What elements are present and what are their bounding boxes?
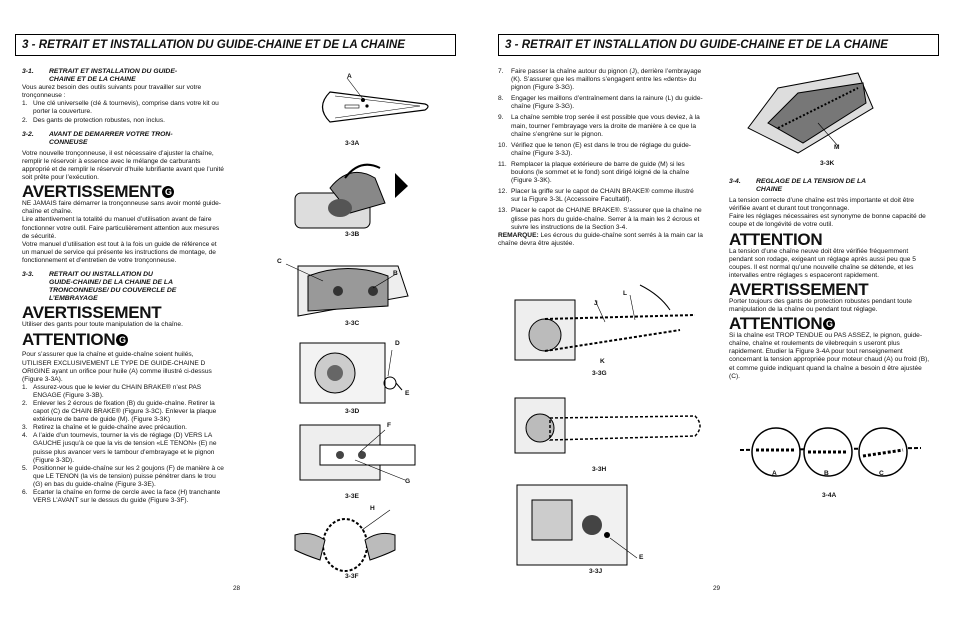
left-page-header: 3 - RETRAIT ET INSTALLATION DU GUIDE-CHAINE ET DE LA CHAINE bbox=[15, 34, 456, 56]
list-item: 9. La chaîne semble trop serée il est possible que vous deviez, à la main, tourner l’embrayage vers la droite de manière à ce que la chaîne s’engrène sur le pignon. bbox=[498, 114, 700, 138]
figure-3-3d bbox=[290, 338, 420, 418]
label-h: H bbox=[370, 505, 375, 512]
figure-3-3h bbox=[510, 388, 710, 476]
label-l: L bbox=[623, 290, 628, 297]
list-item: 11. Remplacer la plaque extérieure de barre de guide (M) si les boulons (le sommet et le fond) sont dirigé loigné de la chaîne (Figure 3-3K). bbox=[498, 160, 690, 185]
figure-3-3a bbox=[285, 70, 435, 148]
figure-caption: 3-3K bbox=[820, 160, 835, 167]
list-item: 2. Enlever les 2 écrous de fixation (B) du guide-chaîne. Retirer la capot (C) de CHAIN BRAKE® (Figure 3-3C). Enlever la plaque extérieure de barre de guide (M). (Figure 3-3K) bbox=[22, 400, 217, 424]
warning-heading: AVERTISSEMENT bbox=[729, 279, 869, 299]
figure-caption: 3-3E bbox=[345, 493, 359, 500]
warning-heading: AVERTISSEMENT bbox=[22, 303, 162, 323]
label-c: C bbox=[277, 258, 282, 265]
section-3-1-text: Vous aurez besoin des outils suivants pour travailler sur votre tronçonneuse : bbox=[22, 84, 202, 100]
page-number: 28 bbox=[233, 585, 241, 592]
right-text-column-left bbox=[498, 68, 703, 248]
section-3-2-text-2: Lire attentivement la totalité du manuel d’utilisation avant de faire fonctionner votre outil. Faire particulièrement attention aux mesures de sécurité. bbox=[22, 216, 220, 240]
figure-3-3e bbox=[290, 420, 420, 500]
page-number: 29 bbox=[713, 585, 721, 592]
label-f: F bbox=[387, 422, 392, 429]
section-3-4-text-2: Faire les réglages nécessaires est synonyme de bonne capacité de coupe et de longévité de votre outil. bbox=[729, 213, 926, 229]
label-j: J bbox=[594, 300, 598, 307]
list-item: 1. Une clé universelle (clé & tournevis), comprise dans votre kit ou porter la couverture. bbox=[22, 100, 219, 116]
section-3-3-heading: 3-3. RETRAIT OU INSTALLATION DU GUIDE-CHAINE/ DE LA CHAINE DE LA TRONCONNEUSE/ DU COUVERCLE DE L’EMBRAYAGE bbox=[22, 270, 177, 303]
list-item: 5. Positionner le guide-chaîne sur les 2 goujons (F) de manière à ce que LE TENON (la vis de tension) puisse pénétrer dans le trou (G) en bas du guide-chaîne (Figure 3-3E). bbox=[22, 464, 224, 488]
list-item: 4. A l’aide d’un tournevis, tourner la vis de réglage (D) VERS LA GAUCHE jusqu’à ce que la vis de tension «LE TENON» (E) ne puisse plus avancer vers le tambour d’embrayage et le pignon (Figure 3-3D). bbox=[22, 432, 217, 464]
figure-caption: 3-4A bbox=[822, 492, 837, 499]
figure-caption: 3-3H bbox=[592, 466, 607, 473]
figure-caption: 3-3G bbox=[592, 370, 607, 377]
label-e: E bbox=[405, 390, 410, 397]
label-d: D bbox=[395, 340, 400, 347]
section-3-1-heading: 3-1. RETRAIT ET INSTALLATION DU GUIDE- CHAINE ET DE LA CHAINE bbox=[22, 68, 178, 84]
figure-caption: 3-3J bbox=[589, 568, 603, 575]
label-g: G bbox=[405, 478, 411, 485]
right-page-header: 3 - RETRAIT ET INSTALLATION DU GUIDE-CHAINE ET DE LA CHAINE bbox=[498, 34, 939, 56]
attention-heading: ATTENTION G bbox=[22, 331, 225, 348]
section-3-4-text: La tension correcte d’une chaîne est très importante et doit être vérifiée avant et durant tout tronçonnage. bbox=[729, 197, 915, 213]
g-symbol-icon: G bbox=[162, 186, 174, 198]
attention-text: La tension d’une chaîne neuve doit être vérifiée fréquemment pendant son rodage, exigeant un réglage après aussi peu que 5 coupes. Il est normal qu’une nouvelle chaîne se détende, et les intervalles entre réglages s espaceront rapidement. bbox=[729, 247, 916, 279]
warning-text: NE JAMAIS faire démarrer la tronçonneuse sans avoir monté guide-chaîne et chaîne. bbox=[22, 200, 222, 216]
figure-3-3j bbox=[512, 480, 652, 580]
left-text-column bbox=[22, 68, 225, 505]
attention-text: Pour s’assurer que la chaîne et guide-chaîne soient huilés, UTILISER EXCLUSIVEMENT LE TYPE DE GUIDE-CHAINE D ORIGINE ayant un orifice pour huile (A) comme illustré ci-dessus (Figure 3-3A). bbox=[22, 351, 212, 383]
g-symbol-icon: G bbox=[116, 334, 128, 346]
figure-3-3c bbox=[278, 256, 423, 331]
list-item: 10. Vérifiez que le tenon (E) est dans le trou de réglage du guide-chaîne (Figure 3-3J). bbox=[498, 141, 691, 157]
label-a: A bbox=[772, 470, 777, 477]
figure-3-3b bbox=[290, 158, 420, 243]
figure-3-3g bbox=[510, 280, 700, 380]
list-item: 2. Des gants de protection robustes, non inclus. bbox=[22, 116, 165, 124]
figure-caption: 3-3D bbox=[345, 408, 360, 415]
label-a: A bbox=[347, 73, 352, 80]
label-b: B bbox=[824, 470, 829, 477]
warning-text: Utiliser des gants pour toute manipulation de la chaîne. bbox=[22, 321, 183, 329]
label-b: B bbox=[393, 270, 398, 277]
warning-text: Porter toujours des gants de protection robustes pendant toute manipulation de la chaîne ou pendant tout réglage. bbox=[729, 297, 912, 314]
label-m: M bbox=[834, 144, 840, 151]
section-3-4-heading: 3-4. REGLAGE DE LA TENSION DE LA CHAINE bbox=[729, 178, 867, 194]
figure-caption: 3-3F bbox=[345, 573, 359, 580]
figure-3-3f bbox=[290, 505, 420, 585]
right-text-column-right bbox=[729, 178, 931, 381]
label-k: K bbox=[600, 358, 605, 365]
warning-heading: AVERTISSEMENT G bbox=[22, 183, 225, 200]
g-symbol-icon: G bbox=[823, 318, 835, 330]
list-item: 1. Assurez-vous que le levier du CHAIN BRAKE® n’est PAS ENGAGE (Figure 3-3B). bbox=[22, 383, 202, 399]
section-3-2-text-3: Votre manuel d’utilisation est tout à la fois un guide de référence et un manuel de service qui présente les instructions de montage, de fonctionnement et d’entretien de votre tronçonneuse. bbox=[22, 240, 217, 264]
figure-caption: 3-3A bbox=[345, 140, 360, 147]
attention-heading: ATTENTION bbox=[729, 229, 823, 249]
remark: REMARQUE: Les écrous du guide-chaîne sont serrés à la main car la chaîne devra être ajustée. bbox=[498, 231, 703, 247]
section-3-2-heading: 3-2. AVANT DE DEMARRER VOTRE TRON- CONNEUSE bbox=[22, 130, 173, 146]
list-item: 6. Ecarter la chaîne en forme de cercle avec la face (H) tranchante VERS L’AVANT sur le dessus du guide (Figure 3-3F). bbox=[22, 489, 221, 505]
figure-3-4a bbox=[738, 410, 923, 505]
list-item: 3. Retirez la chaîne et le guide-chaîne avec précaution. bbox=[22, 424, 187, 432]
figure-3-3k bbox=[738, 68, 878, 173]
list-item: 7. Faire passer la chaîne autour du pignon (J), derrière l’embrayage (K). S’assurer que les maillons s’engagent entre les «dents» du pignon (Figure 3-3G). bbox=[498, 68, 702, 92]
list-item: 12. Placer la griffe sur le capot de CHAIN BRAKE® comme illustré sur la Figure 3-3L (Accessoire Facultatif). bbox=[498, 188, 694, 204]
attention-text: Si la chaîne est TROP TENDUE ou PAS ASSEZ, le pignon, guide-chaîne, chaîne et roulements de vilebrequin s useront plus rapidement. Etudier la Figure 3-4A pour tout renseignement concernant la tension appropriée pour moteur chaud (A) ou froid (B), et comme guide indiquant quand la chaîne a besoin d être ajustée (C). bbox=[729, 332, 930, 380]
list-item: 8. Engager les maillons d’entraînement dans la rainure (L) du guide-chaîne (Figure 3-3G). bbox=[498, 95, 703, 111]
figure-caption: 3-3C bbox=[345, 320, 360, 327]
section-3-2-text: Votre nouvelle tronçonneuse, il est nécessaire d’ajuster la chaîne, remplir le réservoir à essence avec le mélange de carburants approprié et de remplir le réservoir d’huile lubrifiante avant que l’unité soit prête pour l’exécution. bbox=[22, 149, 224, 182]
figure-caption: 3-3B bbox=[345, 231, 360, 238]
label-c: C bbox=[879, 470, 884, 477]
attention-heading: ATTENTION G bbox=[729, 315, 931, 332]
list-item: 13. Placer le capot de CHAINE BRAKE®. S’assurer que la chaîne ne glisse pas hors du guide-chaîne. Serrer à la main les 2 écrous et suivre les instructions de la Section 3-4. bbox=[498, 207, 702, 231]
label-e: E bbox=[639, 554, 644, 561]
